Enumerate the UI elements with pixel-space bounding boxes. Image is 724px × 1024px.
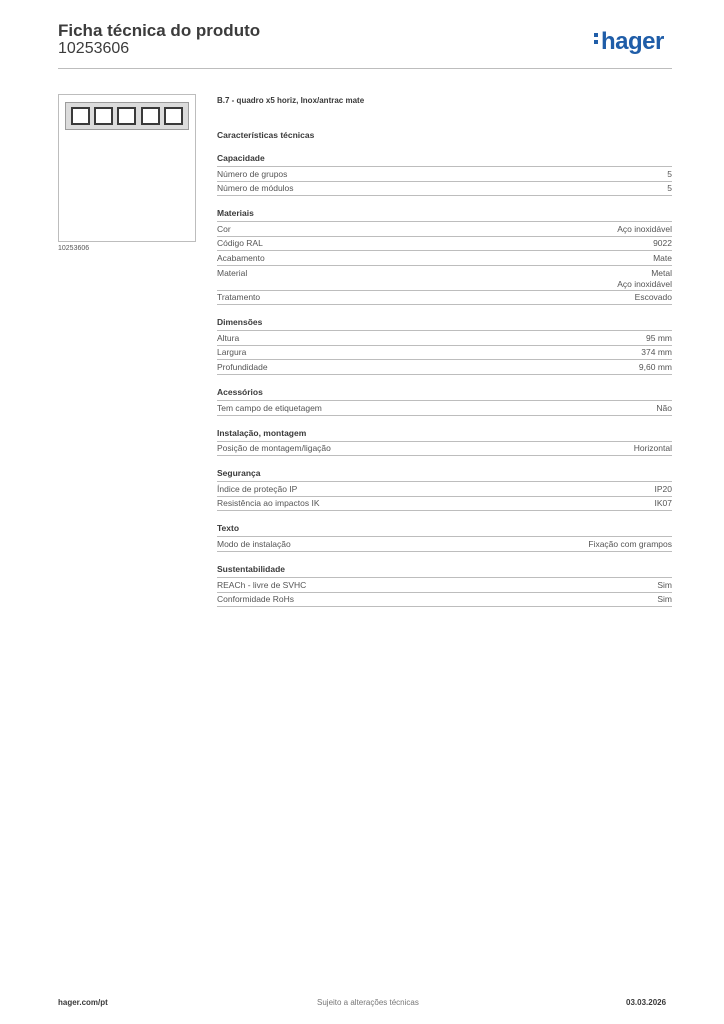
spec-label: Código RAL	[217, 238, 263, 249]
spec-value-line: Mate	[653, 252, 672, 263]
spec-label: Resistência ao impactos IK	[217, 498, 320, 509]
spec-label: Modo de instalação	[217, 538, 291, 549]
spec-label: Largura	[217, 347, 247, 358]
section-heading: Características técnicas	[217, 130, 315, 140]
spec-label: Material	[217, 267, 248, 278]
spec-row	[217, 346, 672, 361]
spec-row	[217, 266, 672, 291]
spec-value-line: Aço inoxidável	[617, 223, 672, 234]
spec-value	[667, 169, 672, 181]
spec-value-line: Horizontal	[633, 443, 672, 454]
spec-label: Posição de montagem/ligação	[217, 443, 331, 454]
spec-value	[667, 183, 672, 195]
spec-value-line: Aço inoxidável	[617, 278, 672, 289]
spec-group	[217, 208, 672, 305]
spec-group	[217, 428, 672, 457]
frame-slot	[71, 107, 90, 125]
spec-row	[217, 401, 672, 416]
spec-label: Tem campo de etiquetagem	[217, 402, 322, 413]
spec-label: REACh - livre de SVHC	[217, 579, 307, 590]
frame-slot	[117, 107, 136, 125]
spec-value	[655, 498, 673, 510]
spec-value	[655, 484, 673, 496]
spec-row	[217, 237, 672, 252]
spec-row	[217, 537, 672, 552]
spec-group	[217, 387, 672, 416]
spec-value-line: Sim	[657, 594, 672, 605]
spec-row	[217, 251, 672, 266]
footer-date: 03.03.2026	[626, 998, 667, 1007]
spec-row	[217, 593, 672, 608]
spec-value-line: 9022	[653, 238, 672, 249]
frame-slot	[94, 107, 113, 125]
spec-value	[656, 403, 672, 415]
spec-group	[217, 153, 672, 196]
spec-row	[217, 497, 672, 512]
spec-value	[641, 347, 672, 359]
spec-value	[653, 253, 672, 265]
image-caption: 10253606	[58, 245, 90, 252]
spec-row	[217, 442, 672, 457]
footer-website: hager.com/pt	[58, 998, 108, 1007]
spec-value-line: 9,60 mm	[638, 361, 672, 372]
spec-value-line: Sim	[657, 579, 672, 590]
group-title: Sustentabilidade	[217, 564, 672, 578]
spec-row	[217, 222, 672, 237]
spec-row	[217, 291, 672, 306]
spec-label: Acabamento	[217, 252, 265, 263]
spec-row	[217, 578, 672, 593]
spec-value-line: 374 mm	[641, 347, 672, 358]
logo-text: hager	[601, 28, 664, 55]
spec-value	[639, 362, 672, 374]
spec-group	[217, 468, 672, 511]
five-gang-frame-image	[65, 102, 189, 130]
group-title: Segurança	[217, 468, 672, 482]
spec-groups	[217, 153, 672, 607]
spec-label: Número de módulos	[217, 183, 294, 194]
spec-label: Número de grupos	[217, 168, 288, 179]
spec-content	[217, 96, 672, 607]
group-title: Instalação, montagem	[217, 428, 672, 442]
spec-label: Cor	[217, 223, 231, 234]
spec-value-line: Fixação com grampos	[588, 538, 672, 549]
spec-value	[657, 580, 672, 592]
spec-value-line: IP20	[654, 483, 672, 494]
spec-value-line: 5	[667, 183, 672, 194]
spec-value-line: Não	[656, 402, 672, 413]
product-code: 10253606	[58, 40, 130, 57]
group-title: Dimensões	[217, 317, 672, 331]
spec-label: Altura	[217, 332, 240, 343]
spec-label: Tratamento	[217, 292, 261, 303]
spec-value-line: 5	[667, 168, 672, 179]
spec-value	[634, 443, 672, 455]
spec-value	[617, 268, 672, 290]
frame-slot	[164, 107, 183, 125]
spec-value	[653, 238, 672, 250]
spec-value	[635, 292, 672, 304]
spec-label: Profundidade	[217, 361, 268, 372]
spec-value	[588, 539, 672, 551]
spec-group	[217, 317, 672, 375]
spec-value-line: Escovado	[634, 292, 672, 303]
spec-value-line: IK07	[654, 498, 672, 509]
spec-row	[217, 182, 672, 197]
header-divider	[58, 68, 672, 69]
hager-logo	[594, 28, 664, 56]
spec-value	[617, 224, 672, 236]
footer-notice: Sujeito a alterações técnicas	[317, 998, 419, 1007]
logo-dots-icon	[594, 30, 599, 47]
spec-label: Índice de proteção IP	[217, 483, 298, 494]
spec-row	[217, 360, 672, 375]
product-image	[58, 94, 196, 242]
group-title: Capacidade	[217, 153, 672, 167]
spec-group	[217, 523, 672, 552]
group-title: Acessórios	[217, 387, 672, 401]
spec-row	[217, 167, 672, 182]
spec-group	[217, 564, 672, 607]
spec-value	[646, 333, 672, 345]
spec-label: Conformidade RoHs	[217, 594, 295, 605]
spec-value-line: 95 mm	[646, 332, 672, 343]
spec-row	[217, 482, 672, 497]
page-title: Ficha técnica do produto	[58, 21, 261, 40]
group-title: Texto	[217, 523, 672, 537]
spec-value-line: Metal	[651, 267, 672, 278]
frame-slot	[141, 107, 160, 125]
product-title: B.7 - quadro x5 horiz, Inox/antrac mate	[217, 96, 365, 105]
spec-value	[657, 594, 672, 606]
group-title: Materiais	[217, 208, 672, 222]
spec-row	[217, 331, 672, 346]
